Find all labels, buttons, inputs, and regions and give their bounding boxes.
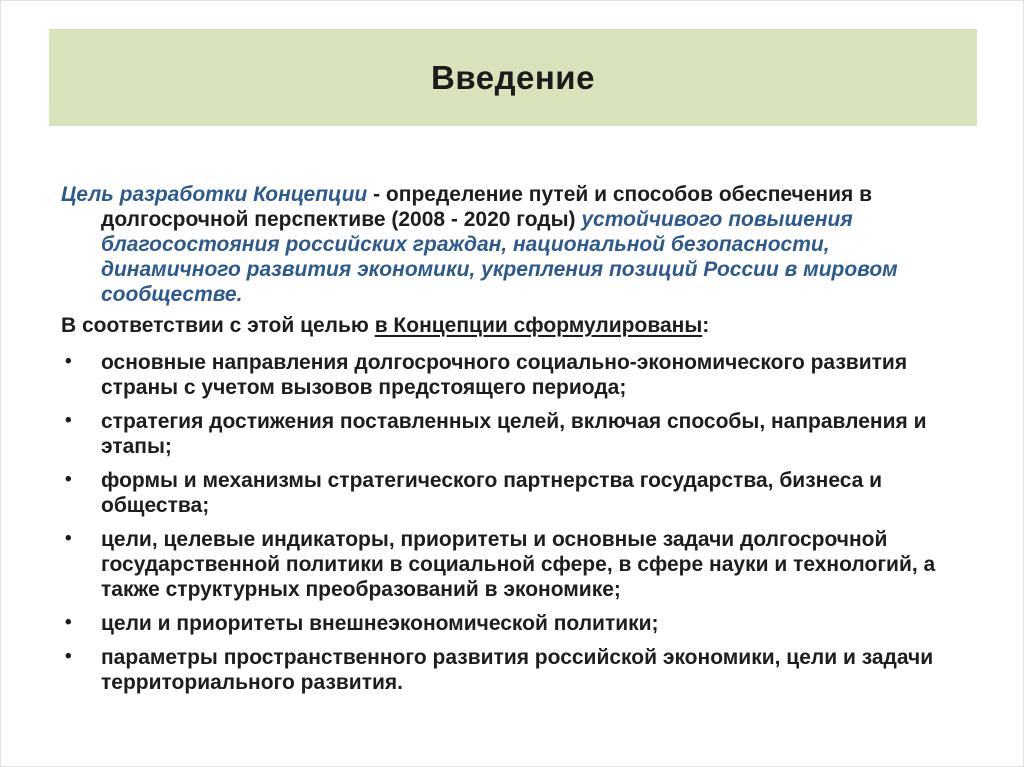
list-item <box>61 611 951 636</box>
bullet-icon: • <box>65 612 72 633</box>
subheading-colon: : <box>702 314 710 337</box>
intro-lead-text: Цель разработки Концепции <box>61 183 368 206</box>
bullet-icon: • <box>65 469 72 490</box>
title-banner <box>49 29 977 126</box>
list-item <box>61 645 951 695</box>
bullet-text: параметры пространственного развития российской экономики, цели и задачи территориального развития. <box>101 646 934 694</box>
bullet-text: цели, целевые индикаторы, приоритеты и основные задачи долгосрочной государственной политики в социальной сфере, в сфере науки и технологий, а также структурных преобразований в экономике; <box>101 528 936 601</box>
list-item <box>61 527 951 602</box>
subheading <box>61 313 951 338</box>
bullet-icon: • <box>65 528 72 549</box>
intro-tail-text: устойчивого повышения благосостояния российских граждан, национальной безопасности, динамичного развития экономики, укрепления позиций России в мировом сообществе. <box>101 208 898 306</box>
bullet-text: цели и приоритеты внешнеэкономической политики; <box>101 612 659 635</box>
bullet-icon: • <box>65 351 72 372</box>
bullet-icon: • <box>65 410 72 431</box>
list-item <box>61 409 951 459</box>
bullet-list <box>61 350 951 695</box>
bullet-text: стратегия достижения поставленных целей, включая способы, направления и этапы; <box>101 410 927 458</box>
subheading-plain-text: В соответствии с этой целью <box>61 314 375 337</box>
bullet-text: основные направления долгосрочного социально-экономического развития страны с учетом вызовов предстоящего периода; <box>101 351 908 399</box>
subheading-underlined-text: в Концепции сформулированы <box>374 314 703 337</box>
bullet-text: формы и механизмы стратегического партнерства государства, бизнеса и общества; <box>101 469 883 517</box>
slide-body <box>61 182 951 704</box>
intro-paragraph <box>61 182 951 307</box>
intro-middle-text: - определение путей и способов обеспечения в долгосрочной перспективе (2008 - 2020 годы) <box>101 183 873 231</box>
bullet-icon: • <box>65 646 72 667</box>
list-item <box>61 350 951 400</box>
page-title: Введение <box>431 58 595 96</box>
list-item <box>61 468 951 518</box>
